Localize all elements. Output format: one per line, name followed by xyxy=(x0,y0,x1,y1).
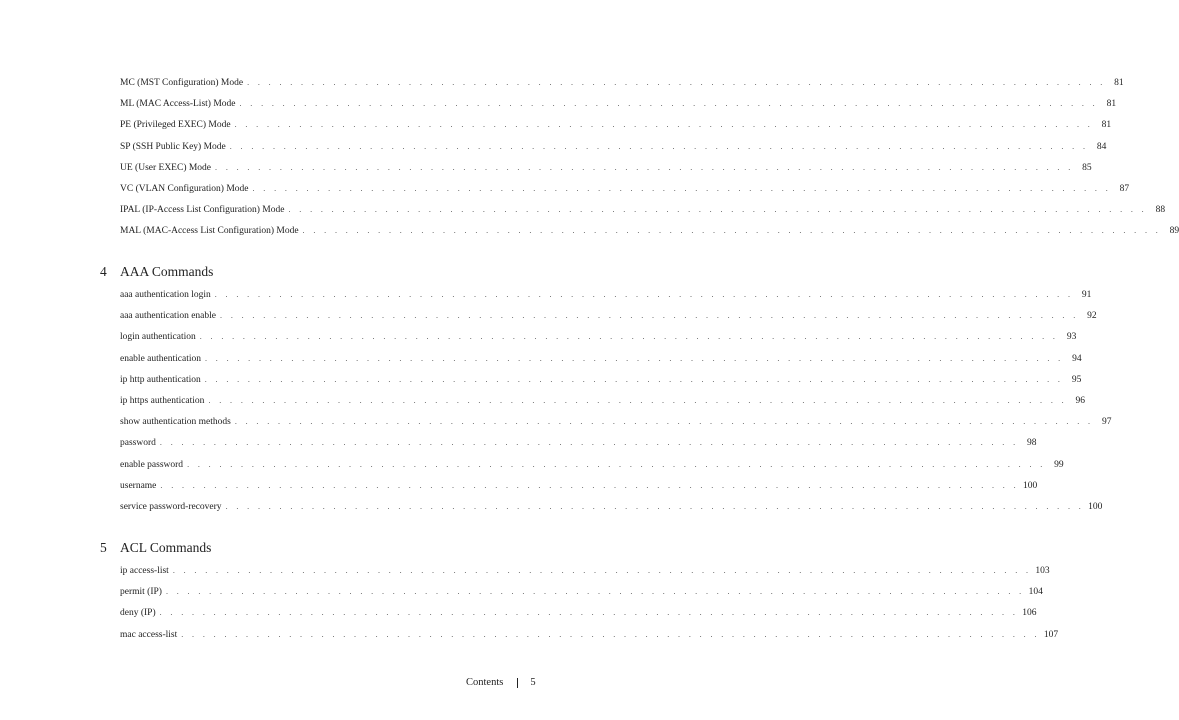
toc-entry[interactable] xyxy=(120,352,1082,366)
toc-entry-page-number: 88 xyxy=(1155,205,1166,216)
toc-entry-page-number: 94 xyxy=(1072,353,1082,364)
toc-entry-label: password xyxy=(120,438,156,449)
dot-leader: . . . . . . . . . . . . . . . . . . . . . . . . . . . . . . . . . . . . . . . . . . . . . . . . . . . . . . . . . . . . . . . . . . . . . . . . . . . . . . . . xyxy=(160,480,1020,490)
toc-entry-label: MAL (MAC-Access List Configuration) Mode xyxy=(120,226,299,237)
dot-leader: . . . . . . . . . . . . . . . . . . . . . . . . . . . . . . . . . . . . . . . . . . . . . . . . . . . . . . . . . . . . . . . . . . . . . . . . . . . . . . . . xyxy=(288,205,1148,215)
toc-entry[interactable] xyxy=(120,330,1077,344)
toc-entry-page-number: 107 xyxy=(1043,629,1059,640)
dot-leader: . . . . . . . . . . . . . . . . . . . . . . . . . . . . . . . . . . . . . . . . . . . . . . . . . . . . . . . . . . . . . . . . . . . . . . . . . . . . . . . . xyxy=(199,332,1059,342)
toc-entry[interactable] xyxy=(120,140,1107,154)
toc-entry-page-number: 93 xyxy=(1066,332,1077,343)
dot-leader: . . . . . . . . . . . . . . . . . . . . . . . . . . . . . . . . . . . . . . . . . . . . . . . . . . . . . . . . . . . . . . . . . . . . . . . . . . . . . . . . xyxy=(229,141,1089,151)
dot-leader: . . . . . . . . . . . . . . . . . . . . . . . . . . . . . . . . . . . . . . . . . . . . . . . . . . . . . . . . . . . . . . . . . . . . . . . . . . . . . . . . xyxy=(215,162,1074,172)
toc-entry-label: ip https authentication xyxy=(120,396,205,406)
toc-entry-page-number: 104 xyxy=(1028,587,1043,598)
toc-entry-label: login authentication xyxy=(120,332,196,343)
toc-entry-label: service password-recovery xyxy=(120,502,222,512)
page-footer xyxy=(466,675,536,691)
toc-entry-label: PE (Privileged EXEC) Mode xyxy=(120,120,231,131)
toc-entry-page-number: 103 xyxy=(1035,566,1050,576)
toc-entry[interactable] xyxy=(120,606,1037,620)
chapter-title: AAA Commands xyxy=(120,264,214,279)
toc-entry-page-number: 97 xyxy=(1101,417,1112,428)
toc-entry-label: ip access-list xyxy=(120,566,169,576)
toc-entry[interactable] xyxy=(120,415,1112,429)
toc-entry-label: aaa authentication login xyxy=(120,290,211,300)
toc-entry-page-number: 91 xyxy=(1081,290,1092,300)
dot-leader: . . . . . . . . . . . . . . . . . . . . . . . . . . . . . . . . . . . . . . . . . . . . . . . . . . . . . . . . . . . . . . . . . . . . . . . . . . . . . . . . xyxy=(187,459,1046,469)
toc-entry-label: ML (MAC Access-List) Mode xyxy=(120,99,236,110)
dot-leader: . . . . . . . . . . . . . . . . . . . . . . . . . . . . . . . . . . . . . . . . . . . . . . . . . . . . . . . . . . . . . . . . . . . . . . . . . . . . . . . . xyxy=(181,629,1040,639)
toc-entry-page-number: 87 xyxy=(1119,184,1130,194)
toc-entry[interactable] xyxy=(120,479,1038,493)
toc-entry-label: aaa authentication enable xyxy=(120,311,217,322)
toc-entry-page-number: 81 xyxy=(1106,99,1117,110)
toc-entry[interactable] xyxy=(120,118,1112,132)
toc-entry-label: enable password xyxy=(120,459,184,470)
toc-entry-page-number: 81 xyxy=(1114,78,1124,88)
toc-entry[interactable] xyxy=(120,309,1097,323)
footer-divider xyxy=(517,678,518,688)
dot-leader: . . . . . . . . . . . . . . . . . . . . . . . . . . . . . . . . . . . . . . . . . . . . . . . . . . . . . . . . . . . . . . . . . . . . . . . . . . . . . . . . xyxy=(159,438,1019,448)
toc-entry-label: mac access-list xyxy=(120,629,178,640)
toc-entry[interactable] xyxy=(120,564,1050,578)
toc-entry[interactable] xyxy=(120,224,1179,238)
toc-entry[interactable] xyxy=(120,76,1124,90)
dot-leader: . . . . . . . . . . . . . . . . . . . . . . . . . . . . . . . . . . . . . . . . . . . . . . . . . . . . . . . . . . . . . . . . . . . . . . . . . . . . . . . . xyxy=(234,417,1094,427)
toc-entry[interactable] xyxy=(120,288,1092,302)
dot-leader: . . . . . . . . . . . . . . . . . . . . . . . . . . . . . . . . . . . . . . . . . . . . . . . . . . . . . . . . . . . . . . . . . . . . . . . . . . . . . . . . xyxy=(172,566,1032,575)
toc-entry-page-number: 100 xyxy=(1023,480,1038,491)
dot-leader: . . . . . . . . . . . . . . . . . . . . . . . . . . . . . . . . . . . . . . . . . . . . . . . . . . . . . . . . . . . . . . . . . . . . . . . . . . . . . . . . xyxy=(247,78,1106,87)
toc-entry-page-number: 84 xyxy=(1096,141,1107,152)
chapter-title: ACL Commands xyxy=(120,540,212,555)
dot-leader: . . . . . . . . . . . . . . . . . . . . . . . . . . . . . . . . . . . . . . . . . . . . . . . . . . . . . . . . . . . . . . . . . . . . . . . . . . . . . . . . xyxy=(159,608,1019,618)
toc-entry[interactable] xyxy=(120,373,1082,387)
dot-leader: . . . . . . . . . . . . . . . . . . . . . . . . . . . . . . . . . . . . . . . . . . . . . . . . . . . . . . . . . . . . . . . . . . . . . . . . . . . . . . . . xyxy=(204,353,1064,363)
dot-leader: . . . . . . . . . . . . . . . . . . . . . . . . . . . . . . . . . . . . . . . . . . . . . . . . . . . . . . . . . . . . . . . . . . . . . . . . . . . . . . . . xyxy=(302,226,1162,236)
toc-entry-label: VC (VLAN Configuration) Mode xyxy=(120,184,249,194)
toc-entry-label: ip http authentication xyxy=(120,374,201,385)
toc-entry-label: IPAL (IP-Access List Configuration) Mode xyxy=(120,205,285,216)
chapter-heading xyxy=(100,538,500,558)
toc-entry[interactable] xyxy=(120,585,1043,599)
toc-entry[interactable] xyxy=(120,394,1086,408)
toc-entry-page-number: 95 xyxy=(1071,374,1082,385)
dot-leader: . . . . . . . . . . . . . . . . . . . . . . . . . . . . . . . . . . . . . . . . . . . . . . . . . . . . . . . . . . . . . . . . . . . . . . . . . . . . . . . . xyxy=(204,374,1064,384)
toc-entry[interactable] xyxy=(120,500,1103,514)
chapter-number: 5 xyxy=(100,540,107,555)
toc-entry-label: deny (IP) xyxy=(120,608,156,619)
toc-entry[interactable] xyxy=(120,182,1130,196)
dot-leader: . . . . . . . . . . . . . . . . . . . . . . . . . . . . . . . . . . . . . . . . . . . . . . . . . . . . . . . . . . . . . . . . . . . . . . . . . . . . . . . . xyxy=(208,396,1068,405)
toc-entry-label: SP (SSH Public Key) Mode xyxy=(120,141,226,152)
toc-entry-label: MC (MST Configuration) Mode xyxy=(120,78,244,88)
dot-leader: . . . . . . . . . . . . . . . . . . . . . . . . . . . . . . . . . . . . . . . . . . . . . . . . . . . . . . . . . . . . . . . . . . . . . . . . . . . . . . . . xyxy=(220,311,1079,321)
toc-entry-page-number: 106 xyxy=(1022,608,1037,619)
dot-leader: . . . . . . . . . . . . . . . . . . . . . . . . . . . . . . . . . . . . . . . . . . . . . . . . . . . . . . . . . . . . . . . . . . . . . . . . . . . . . . . . xyxy=(234,120,1094,130)
toc-entry-page-number: 98 xyxy=(1027,438,1037,449)
toc-entry[interactable] xyxy=(120,161,1092,175)
toc-entry-page-number: 100 xyxy=(1088,502,1103,512)
dot-leader: . . . . . . . . . . . . . . . . . . . . . . . . . . . . . . . . . . . . . . . . . . . . . . . . . . . . . . . . . . . . . . . . . . . . . . . . . . . . . . . . xyxy=(225,502,1085,511)
chapter-heading xyxy=(100,262,500,282)
toc-entry[interactable] xyxy=(120,628,1059,642)
toc-entry-page-number: 96 xyxy=(1075,396,1086,406)
toc-entry-label: permit (IP) xyxy=(120,587,162,598)
dot-leader: . . . . . . . . . . . . . . . . . . . . . . . . . . . . . . . . . . . . . . . . . . . . . . . . . . . . . . . . . . . . . . . . . . . . . . . . . . . . . . . . xyxy=(214,290,1074,299)
toc-entry[interactable] xyxy=(120,203,1166,217)
toc-entry-page-number: 89 xyxy=(1169,226,1179,237)
toc-entry-page-number: 85 xyxy=(1082,162,1092,173)
toc-entry-page-number: 81 xyxy=(1101,120,1112,131)
dot-leader: . . . . . . . . . . . . . . . . . . . . . . . . . . . . . . . . . . . . . . . . . . . . . . . . . . . . . . . . . . . . . . . . . . . . . . . . . . . . . . . . xyxy=(239,99,1099,109)
toc-entry-label: enable authentication xyxy=(120,353,201,364)
chapter-number: 4 xyxy=(100,264,107,279)
toc-entry-label: username xyxy=(120,480,157,491)
toc-entry[interactable] xyxy=(120,458,1064,472)
toc-entry-label: UE (User EXEC) Mode xyxy=(120,162,212,173)
footer-label: Contents xyxy=(466,677,504,688)
footer-page-number: 5 xyxy=(530,677,536,688)
toc-entry-page-number: 92 xyxy=(1087,311,1097,322)
dot-leader: . . . . . . . . . . . . . . . . . . . . . . . . . . . . . . . . . . . . . . . . . . . . . . . . . . . . . . . . . . . . . . . . . . . . . . . . . . . . . . . . xyxy=(252,184,1112,193)
toc-entry[interactable] xyxy=(120,97,1117,111)
toc-entry-label: show authentication methods xyxy=(120,417,231,428)
toc-entry-page-number: 99 xyxy=(1054,459,1064,470)
dot-leader: . . . . . . . . . . . . . . . . . . . . . . . . . . . . . . . . . . . . . . . . . . . . . . . . . . . . . . . . . . . . . . . . . . . . . . . . . . . . . . . . xyxy=(165,587,1025,597)
toc-entry[interactable] xyxy=(120,436,1037,450)
